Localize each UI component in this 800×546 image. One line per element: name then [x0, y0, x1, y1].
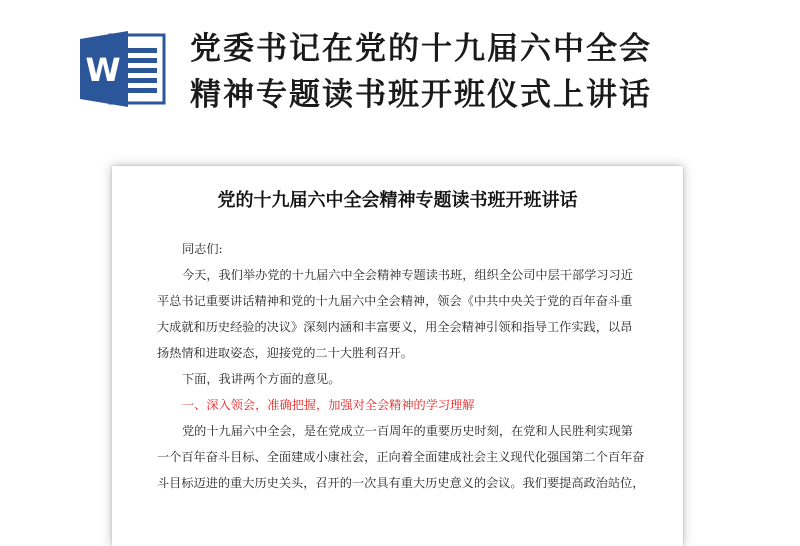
banner-title [190, 26, 790, 118]
word-document-icon [76, 27, 168, 111]
paragraph-line: 斗目标迈进的重大历史关头，召开的一次具有重大历史意义的会议。我们要提高政治站位， [157, 476, 645, 490]
paragraph-line: 一个百年奋斗目标、全面建成小康社会，正向着全面建成社会主义现代化强国第二个百年奋 [157, 450, 645, 464]
section-heading: 一、深入领会，准确把握，加强对全会精神的学习理解 [182, 398, 475, 412]
paragraph-line: 平总书记重要讲话精神和党的十九届六中全会精神，领会《中共中央关于党的百年奋斗重 [157, 294, 633, 308]
paragraph-line: 今天，我们举办党的十九届六中全会精神专题读书班，组织全公司中层干部学习习近 [182, 268, 633, 282]
logo-letter: W [85, 51, 121, 89]
paragraph-line: 党的十九届六中全会，是在党成立一百周年的重要历史时刻，在党和人民胜利实现第 [182, 424, 633, 438]
paragraph-line: 下面，我讲两个方面的意见。 [182, 372, 341, 386]
paragraph-line: 扬热情和进取姿态，迎接党的二十大胜利召开。 [157, 346, 413, 360]
banner-title-line-1: 党委书记在党的十九届六中全会 [190, 31, 652, 67]
banner [0, 0, 800, 140]
paragraph-line: 大成就和历史经验的决议》深刻内涵和丰富要义，用全会精神引领和指导工作实践，以昂 [157, 320, 633, 334]
salutation: 同志们: [182, 242, 223, 256]
banner-title-line-2: 精神专题读书班开班仪式上讲话 [190, 77, 652, 113]
document-title: 党的十九届六中全会精神专题读书班开班讲话 [217, 190, 578, 211]
document-page [112, 166, 683, 546]
